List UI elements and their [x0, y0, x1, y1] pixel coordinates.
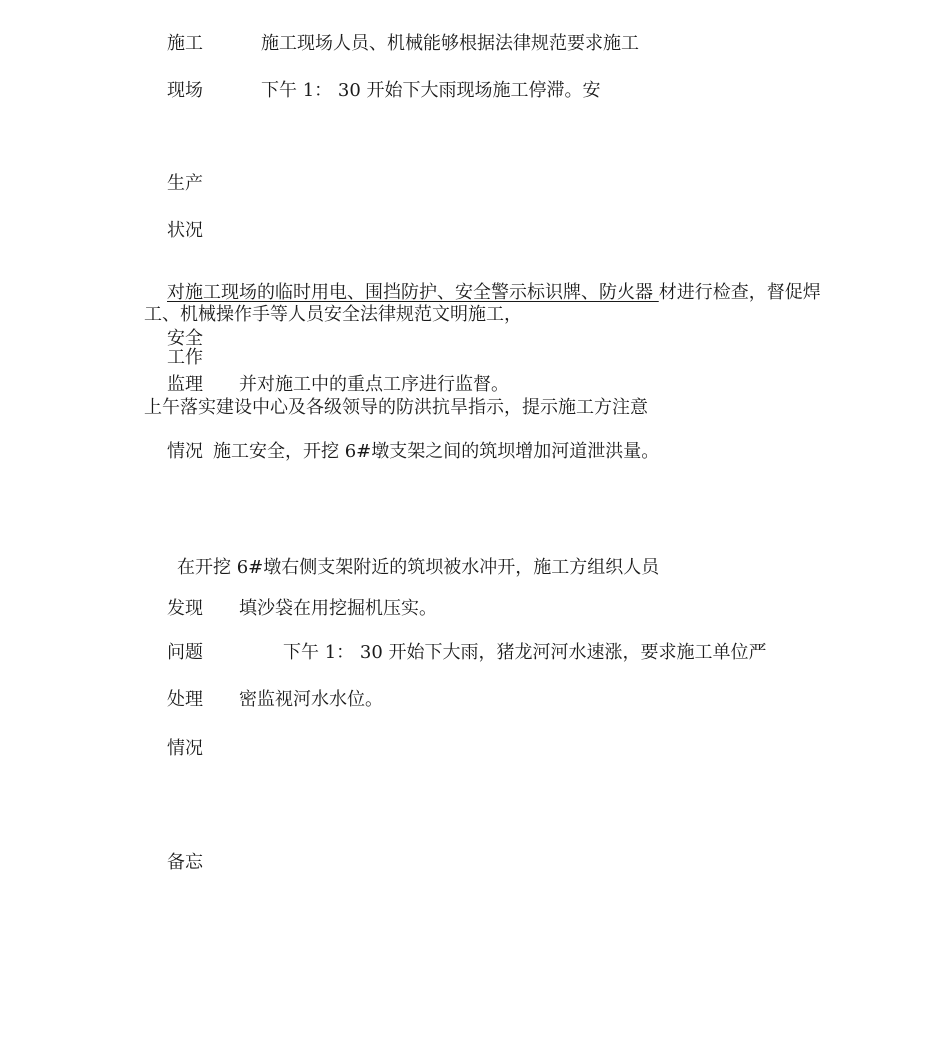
issues-line-3: 下午 1： 30 开始下大雨，猪龙河河水速涨，要求施工单位严 [283, 642, 767, 663]
issues-line-2: 填沙袋在用挖掘机压实。 [239, 598, 437, 619]
issues-line-1: 在开挖 6#墩右侧支架附近的筑坝被水冲开，施工方组织人员 [177, 557, 660, 578]
safety-line-3: 并对施工中的重点工序进行监督。 [239, 374, 509, 395]
safety-line-1 [167, 282, 821, 304]
label-shengchan: 生产 [167, 173, 203, 194]
label-jianli: 监理 [167, 374, 203, 395]
safety-line-4: 上午落实建设中心及各级领导的防洪抗旱指示，提示施工方注意 [144, 397, 648, 418]
label-faxian: 发现 [167, 598, 203, 619]
issues-line-4: 密监视河水水位。 [239, 689, 383, 710]
label-xianchang: 现场 [167, 80, 203, 101]
safety-line-1-rest: 材进行检查，督促焊 [658, 282, 821, 303]
label-gongzuo: 工作 [167, 347, 203, 368]
label-wenti: 问题 [167, 642, 203, 663]
label-anquan: 安全 [167, 328, 203, 349]
construction-text-1: 施工现场人员、机械能够根据法律规范要求施工 [261, 33, 639, 54]
label-qingkuang-1: 情况 [167, 441, 203, 462]
label-qingkuang-2: 情况 [167, 738, 203, 759]
construction-text-2: 下午 1： 30 开始下大雨现场施工停滞。安 [261, 80, 601, 101]
safety-underlined-text: 对施工现场的临时用电、围挡防护、安全警示标识牌、防火器 [167, 282, 659, 303]
safety-line-5: 施工安全，开挖 6#墩支架之间的筑坝增加河道泄洪量。 [213, 441, 660, 462]
safety-line-2: 工、机械操作手等人员安全法律规范文明施工， [144, 304, 522, 325]
label-zhuangkuang: 状况 [167, 220, 203, 241]
label-chuli: 处理 [167, 689, 203, 710]
label-shigong: 施工 [167, 33, 203, 54]
label-beiwang: 备忘 [167, 852, 203, 873]
